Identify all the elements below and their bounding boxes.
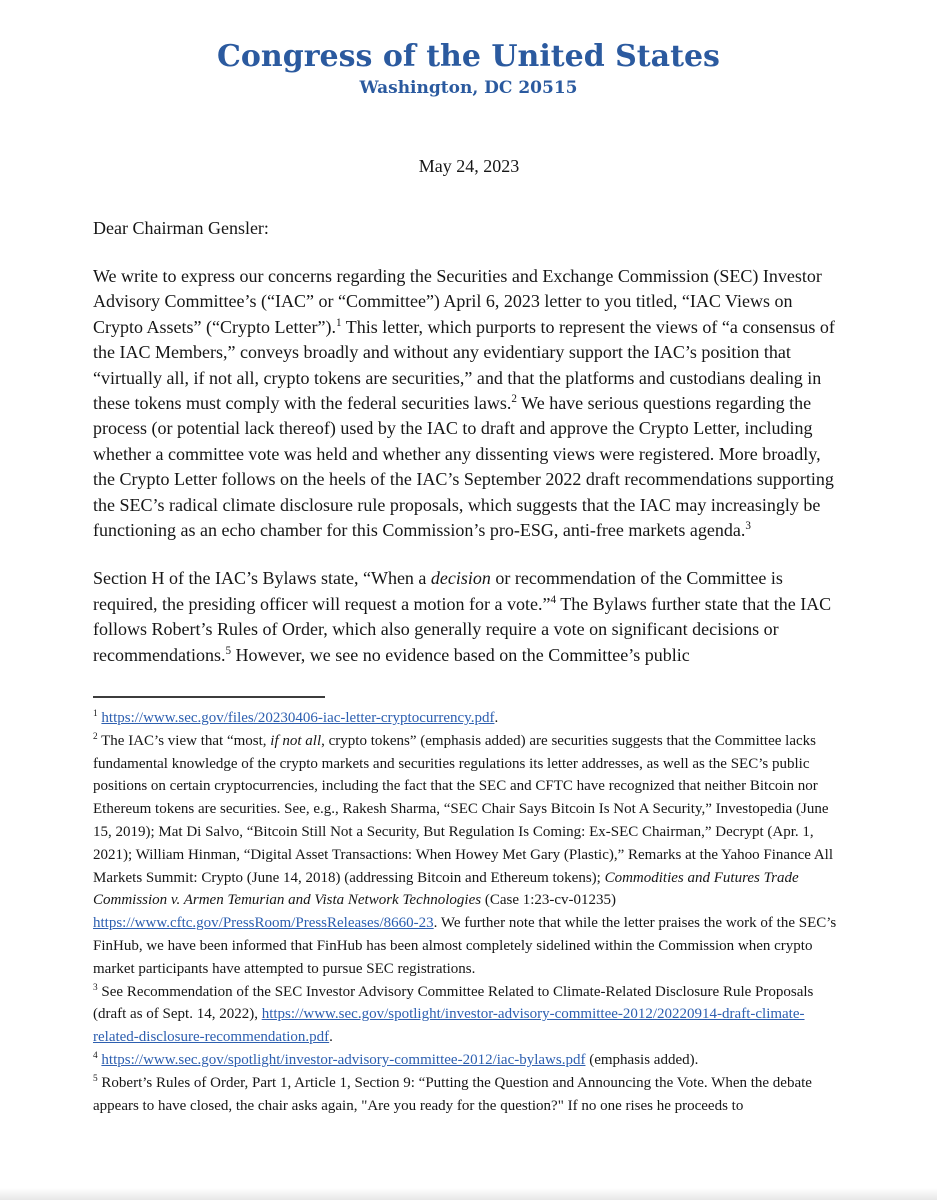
text-run: The Bylaws further state that the IAC follows Robert’s Rules of Order, which also generally require a vote on significant decisions or recommendations. (93, 593, 832, 665)
footnote-ref: 3 (745, 520, 751, 533)
footnote-ref: 4 (93, 1051, 98, 1062)
hyperlink[interactable]: https://www.cftc.gov/PressRoom/PressReleases/8660-23 (93, 915, 434, 932)
text-run: This letter, which purports to represent the views of “a consensus of the IAC Members,” conveys broadly and without any evidentiary support the IAC’s position that “virtually all, if not all, crypto tokens are securities,” and that the platforms and custodians dealing in these tokens must comply with the federal securities laws. (93, 316, 835, 414)
footnote-ref: 1 (93, 709, 98, 720)
footnote-separator (93, 696, 325, 698)
text-run: The IAC’s view that “most, (97, 732, 271, 749)
emphasized-text: if not all (270, 732, 322, 749)
footnote-ref: 1 (335, 316, 342, 329)
text-run: . (329, 1029, 333, 1046)
hyperlink[interactable]: https://www.sec.gov/spotlight/investor-advisory-committee-2012/iac-bylaws.pdf (101, 1052, 586, 1069)
text-run: or recommendation of the Committee is required, the presiding officer will request a motion for a vote.” (93, 568, 783, 614)
footnote-1 (93, 707, 845, 730)
letter-date: May 24, 2023 (418, 156, 520, 176)
footnote-ref: 5 (93, 1073, 98, 1084)
hyperlink[interactable]: https://www.sec.gov/spotlight/investor-advisory-committee-2012/20220914-draft-climate-related-disclosure-recommendation.pdf (93, 1006, 805, 1046)
text-run: We write to express our concerns regarding the Securities and Exchange Commission (SEC) Investor Advisory Committee’s (“IAC” or “Committee”) April 6, 2023 letter to you titled, “IAC Views on Crypto Assets” (“Crypto Letter”). (93, 266, 822, 337)
footnote-3 (93, 981, 845, 1049)
text-run: . (494, 710, 499, 727)
text-run: However, we see no evidence based on the Committee’s public (231, 644, 690, 665)
text-run: , crypto tokens” (emphasis added) are securities suggests that the Committee lacks fundamental knowledge of the crypto markets and securities regulations its letter addresses, as well as the SEC’s public positions on certain cryptocurrencies, including the fact that the SEC and CFTC have recognized that neither Bitcoin nor Ethereum tokens are securities. See, e.g., Rakesh Sharma, “SEC Chair Says Bitcoin Is Not A Security,” Investopedia (June 15, 2019); Mat Di Salvo, “Bitcoin Still Not a Security, But Regulation Is Coming: Ex-SEC Chairman,” Decrypt (Apr. 1, 2021); William Hinman, “Digital Asset Transactions: When Howey Met Gary (Plastic),” Remarks at the Yahoo Finance All Markets Summit: Crypto (June 14, 2018) (addressing Bitcoin and Ethereum tokens); (93, 732, 833, 886)
text-run: (emphasis added). (585, 1052, 699, 1069)
text-run: We have serious questions regarding the process (or potential lack thereof) used by the IAC to draft and approve the Crypto Letter, including whether a committee vote was held and whether any dissenting views were registered. More broadly, the Crypto Letter follows on the heels of the IAC’s September 2022 draft recommendations supporting the SEC’s radical climate disclosure rule proposals, which suggests that the IAC may increasingly be functioning as an echo chamber for this Commission’s pro-ESG, anti-free markets agenda. (93, 393, 834, 541)
salutation: Dear Chairman Gensler: (93, 218, 269, 238)
footnote-5 (93, 1072, 845, 1118)
body-paragraph-2 (93, 566, 845, 668)
letter-content (0, 154, 937, 1117)
hyperlink[interactable]: https://www.sec.gov/files/20230406-iac-letter-cryptocurrency.pdf (101, 710, 495, 727)
footnote-ref: 2 (93, 731, 98, 742)
footnotes-section (93, 696, 845, 1117)
letterhead-title: Congress of the United States (217, 39, 720, 74)
letterhead-address: Washington, DC 20515 (359, 78, 578, 98)
body-paragraph-1 (93, 264, 845, 543)
letterhead (0, 0, 937, 99)
text-run: Robert’s Rules of Order, Part 1, Article 1, Section 9: “Putting the Question and Announcing the Vote. When the debate appears to have closed, the chair asks again, "Are you ready for the question?" If no one rises he proceeds to (93, 1074, 812, 1114)
text-run: Section H of the IAC’s Bylaws state, “When a (93, 568, 431, 589)
footnote-ref: 3 (93, 982, 98, 993)
footnote-ref: 2 (511, 393, 517, 406)
emphasized-text: decision (430, 568, 491, 589)
text-run: . We further note that while the letter praises the work of the SEC’s FinHub, we have been informed that FinHub has been almost completely sidelined within the Commission when crypto market participants have attempted to pursue SEC registrations. (93, 915, 837, 977)
footnote-ref: 4 (550, 593, 557, 606)
footnote-2 (93, 730, 845, 981)
footnote-4 (93, 1049, 845, 1072)
text-run: (Case 1:23-cv-01235) (481, 892, 617, 909)
text-run: See Recommendation of the SEC Investor Advisory Committee Related to Climate-Related Disclosure Rule Proposals (draft as of Sept. 14, 2022), (93, 983, 814, 1023)
emphasized-text: Commodities and Futures Trade Commission v. Armen Temurian and Vista Network Technologies (93, 869, 799, 909)
footnote-ref: 5 (225, 644, 232, 657)
